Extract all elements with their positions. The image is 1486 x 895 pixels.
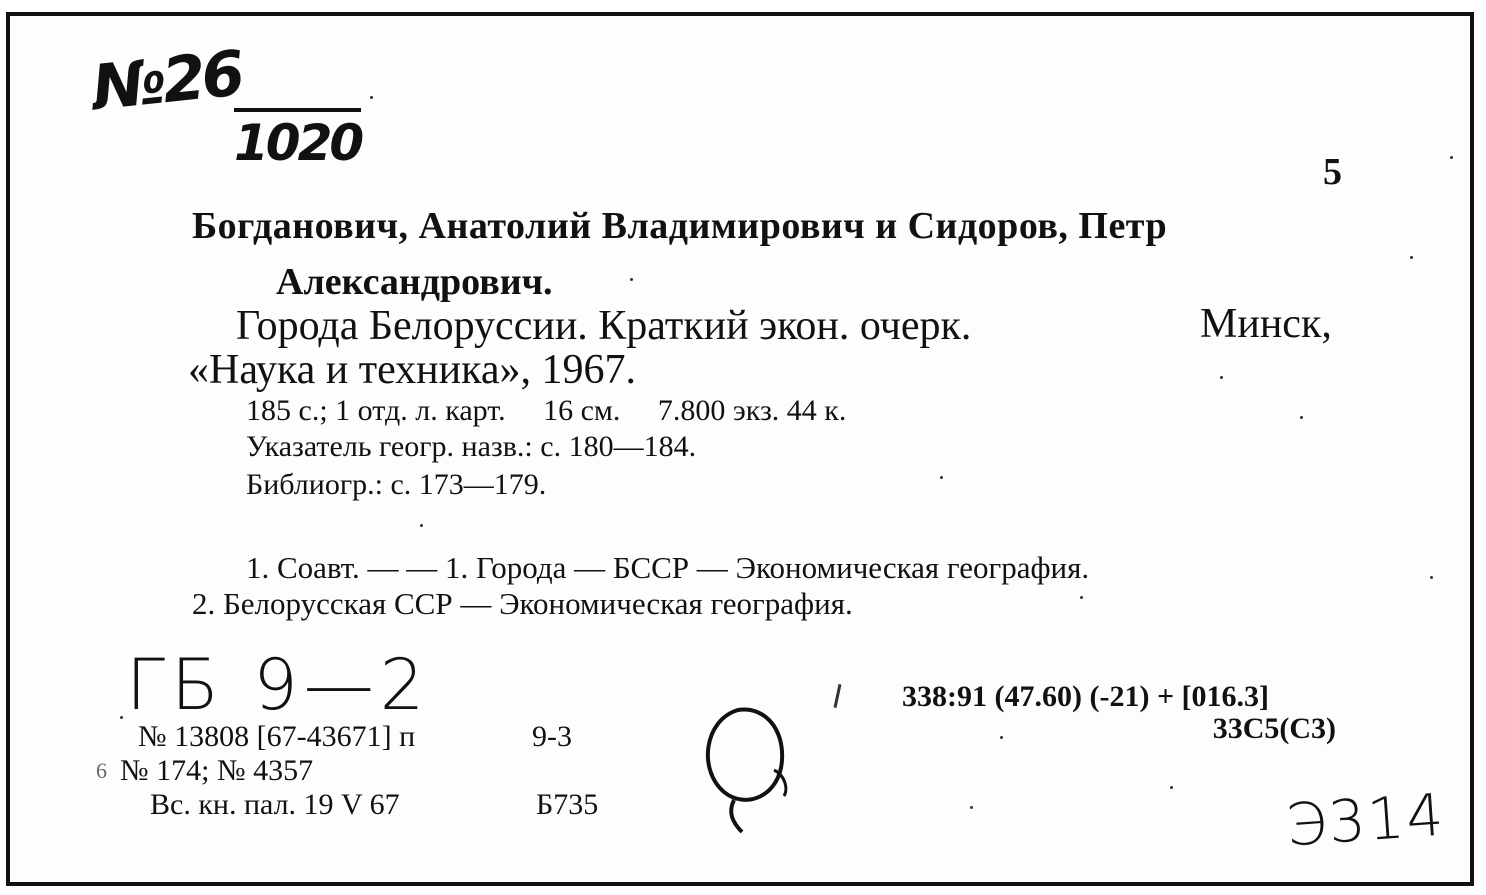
book-title: Города Белоруссии. Краткий экон. очерк. — [236, 303, 972, 349]
speck — [120, 716, 123, 719]
speck — [370, 96, 373, 99]
udc-classification: 338:91 (47.60) (-21) + [016.3] — [902, 680, 1270, 713]
speck — [1080, 596, 1083, 599]
handwritten-card-number-2: 1020 — [234, 108, 361, 172]
catalog-card — [6, 12, 1474, 886]
authors-heading-line2: Александрович. — [276, 261, 553, 303]
authors-heading-line1: Богданович, Анатолий Владимирович и Сидоров, Петр — [192, 205, 1168, 247]
speck — [630, 278, 633, 281]
handwritten-loop-mark — [694, 700, 804, 850]
pencil-tick — [834, 684, 842, 708]
author-mark: Б735 — [536, 788, 599, 821]
collation-line: 185 с.; 1 отд. л. карт. 16 см. 7.800 экз. 44 к. — [246, 394, 847, 427]
publisher-and-year: «Наука и техника», 1967. — [188, 347, 637, 393]
handwritten-card-number: №26 — [88, 36, 245, 125]
order-code: 9-3 — [532, 720, 572, 753]
index-note: Указатель геогр. назв.: с. 180—184. — [246, 430, 697, 463]
speck — [420, 524, 423, 527]
speck — [1220, 376, 1223, 379]
handwritten-shelf-mark: ГБ 9—2 — [126, 644, 431, 726]
speck — [1000, 736, 1003, 739]
card-sequence-number: 5 — [1323, 151, 1342, 193]
subject-headings-line2: 2. Белорусская ССР — Экономическая география. — [192, 586, 853, 621]
speck — [1450, 156, 1453, 159]
order-prefix: 6 — [96, 758, 107, 783]
speck — [1410, 256, 1413, 259]
speck — [970, 806, 973, 809]
subject-headings-line1: 1. Соавт. — — 1. Города — БССР — Экономическая география. — [246, 550, 1090, 585]
handwritten-inventory-number: Э314 — [1283, 780, 1448, 860]
delivery-date: Вс. кн. пал. 19 V 67 — [150, 788, 400, 821]
publication-place: Минск, — [1200, 301, 1332, 347]
bibliography-note: Библиогр.: с. 173—179. — [246, 468, 547, 501]
speck — [1300, 416, 1303, 419]
order-number: № 13808 [67-43671] п — [138, 720, 416, 753]
bbk-classification: 33С5(С3) — [1212, 712, 1336, 745]
speck — [1170, 786, 1173, 789]
order-number-2: № 174; № 4357 — [120, 754, 314, 787]
speck — [1430, 576, 1433, 579]
speck — [940, 476, 943, 479]
